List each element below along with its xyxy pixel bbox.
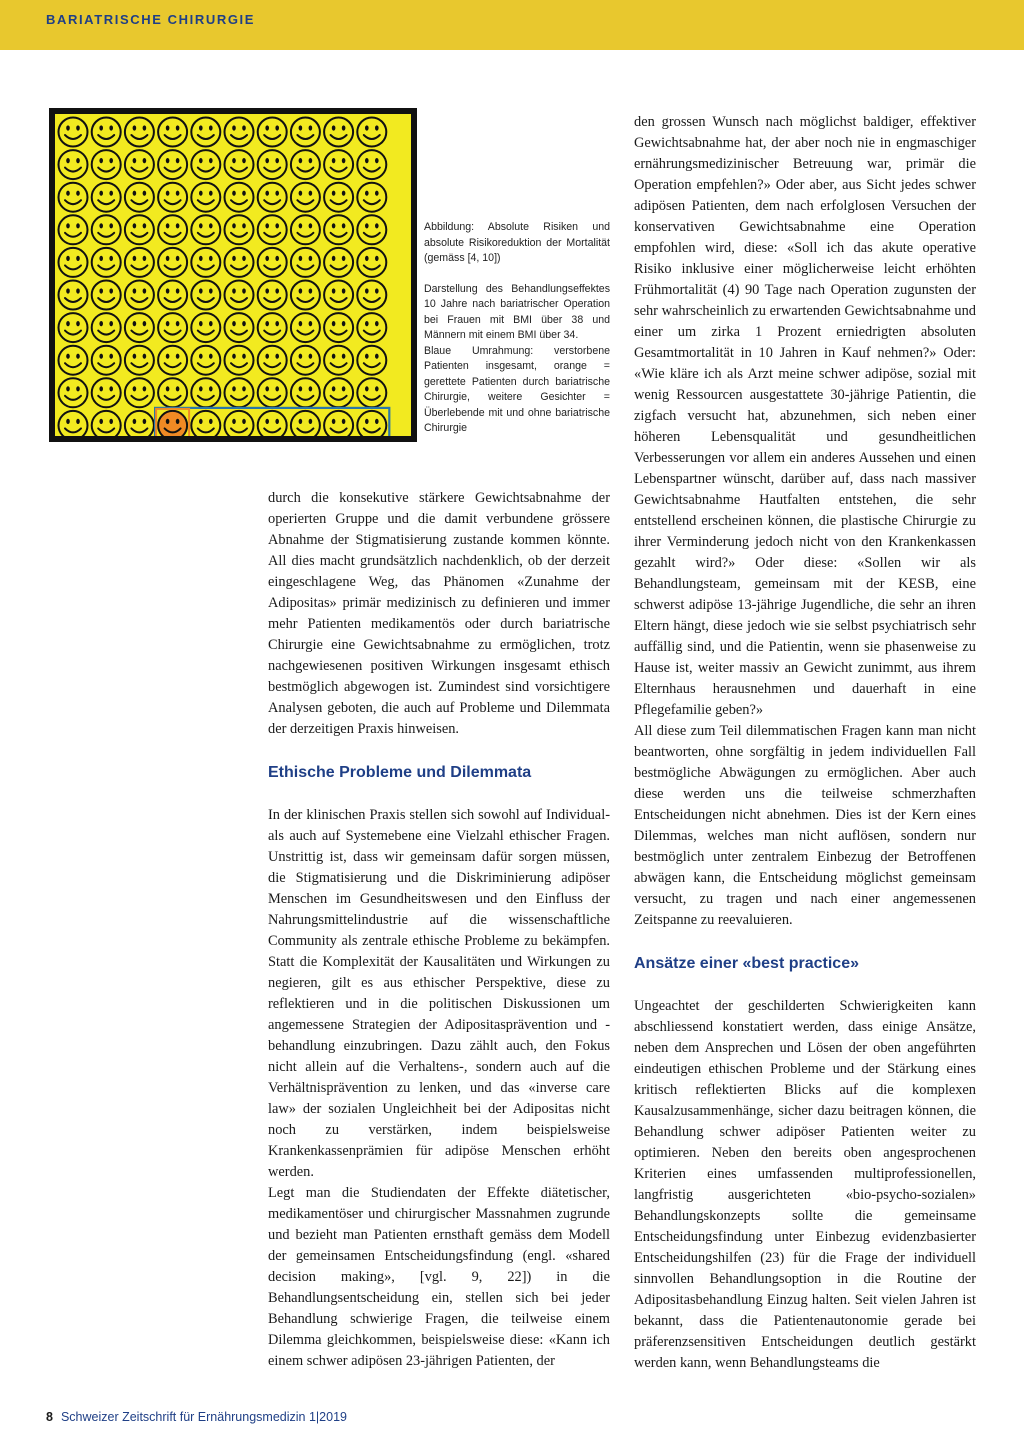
smiley-figure [49, 108, 417, 442]
smiley-face-icon [357, 281, 386, 310]
paragraph: All diese zum Teil dilemmatischen Fragen kann man nicht beantworten, ohne sorgfältig in jedem individuellen Fall bestmögliche Abwägungen zu ermöglichen. Aber auch diese werden uns die teilweise schmerzhaften Entscheidungen nicht abnehmen. Dies ist der Kern eines Dilemmas, welches man nicht auflösen, sondern nur bestmöglich unter zentralem Einbezug der Betroffenen abwägen kann, die Entscheidung möglichst gemeinsam versucht, zu tragen und nach einer angemessenen Zeitspanne zu reevaluieren. [634, 723, 976, 928]
smiley-face-icon [125, 346, 154, 375]
smiley-face-icon [291, 248, 320, 277]
paragraph: In der klinischen Praxis stellen sich sowohl auf Individual- als auch auf Systemebene eine Vielzahl ethischer Fragen. Unstrittig ist, dass wir gemeinsam dafür sorgen müssen, die Stigmatisierung und die Diskriminierung adipöser Menschen im Gesundheitswesen und den Einfluss der Nahrungsmittelindustrie auf die wissenschaftliche Community als zentrale ethische Probleme zu bekämpfen. Statt die Komplexität der Kausalitäten und Wirkungen zu negieren, gilt es aus ethischer Perspektive, diese zu reflektieren und in die politischen Diskussionen um angemessene Strategien der Adipositasprävention und -behandlung einzubringen. Dazu zählt auch, den Fokus nicht allein auf die Verhaltens-, sondern auch auf die Verhältnisprävention zu lenken, und das «inverse care law» der sozialen Ungleichheit bei der Adipositas nicht noch zu verstärken, indem beispielsweise Krankenkassenprämien für adipöse Menschen erhöht werden. [268, 807, 610, 1180]
smiley-face-icon [59, 313, 88, 342]
journal-name: Schweizer Zeitschrift für Ernährungsmedizin 1|2019 [60, 1410, 347, 1424]
smiley-face-icon [258, 346, 287, 375]
smiley-face-icon [324, 346, 353, 375]
smiley-face-icon [324, 411, 353, 436]
smiley-face-icon [225, 346, 254, 375]
column-right [634, 112, 976, 1374]
smiley-face-icon [291, 378, 320, 407]
smiley-face-icon [92, 183, 121, 212]
smiley-face-icon [92, 150, 121, 179]
smiley-grid [55, 114, 411, 436]
paragraph: Ungeachtet der geschilderten Schwierigkeiten kann abschliessend konstatiert werden, dass einige Ansätze, neben dem Ansprechen und Lösen der oben angeführten eindeutigen ethischen Probleme und der Stärkung eines kritisch reflektierten Blicks auf die komplexen Kausalzusammenhänge, sicher dazu beitragen können, die Behandlung schwer adipöser Patienten weiter zu optimieren. Neben den bereits oben angesprochenen Kriterien eines umfassenden multiprofessionellen, langfristig ausgerichteten «bio-psycho-sozialen» Behandlungskonzepts sollte die gemeinsame Entscheidungsfindung unter Einbezug evidenzbasierter Entscheidungshilfen (23) für die Frage der individuell sinnvollen Behandlungsoption in die Routine der Adipositasbehandlung Einzug halten. Seit vielen Jahren ist bekannt, dass die Patientenautonomie gerade bei präferenzsensitiven Entscheidungen deutlich gestärkt werden kann, wenn Behandlungsteams die [634, 998, 976, 1371]
smiley-face-icon [191, 248, 220, 277]
smiley-face-icon [357, 150, 386, 179]
smiley-face-icon [225, 215, 254, 244]
smiley-face-icon [191, 118, 220, 147]
smiley-face-icon [125, 118, 154, 147]
smiley-face-icon [125, 215, 154, 244]
smiley-face-icon [357, 215, 386, 244]
smiley-face-icon [191, 215, 220, 244]
column-left [268, 488, 610, 1372]
smiley-face-icon [125, 313, 154, 342]
smiley-face-icon [92, 281, 121, 310]
smiley-face-icon [59, 150, 88, 179]
smiley-face-icon [59, 215, 88, 244]
smiley-face-icon [225, 183, 254, 212]
smiley-face-icon [125, 248, 154, 277]
smiley-face-icon [125, 411, 154, 436]
smiley-face-icon [357, 313, 386, 342]
smiley-face-icon [291, 118, 320, 147]
smiley-face-icon [324, 150, 353, 179]
smiley-face-icon [225, 378, 254, 407]
smiley-face-icon [125, 150, 154, 179]
smiley-face-icon [191, 281, 220, 310]
smiley-face-icon [191, 411, 220, 436]
section-heading: Ansätze einer «best practice» [634, 955, 859, 972]
smiley-face-icon [191, 378, 220, 407]
figure-caption [424, 220, 610, 437]
smiley-face-icon [191, 150, 220, 179]
smiley-face-icon [92, 411, 121, 436]
smiley-face-icon [92, 378, 121, 407]
caption-legend: Blaue Umrahmung: verstorbene Patienten insgesamt, orange = gerettete Patienten durch bariatrische Chirurgie, weitere Gesichter = Überlebende mit und ohne bariatrische Chirurgie [424, 344, 610, 434]
smiley-face-icon [158, 150, 187, 179]
smiley-face-icon [357, 378, 386, 407]
smiley-face-icon [258, 378, 287, 407]
smiley-face-icon [92, 248, 121, 277]
smiley-face-icon [158, 118, 187, 147]
paragraph: den grossen Wunsch nach möglichst baldiger, effektiver Gewichtsabnahme hat, der aber noch nie in engmaschiger ernährungsmedizinischer Betreuung war, primär die Operation empfehlen?» Oder aber, aus Sicht jedes schwer adipösen Patienten, dem nach erfolglosen Versuchen der konservativen Gewichtsabnahme eine Operation empfohlen wird, diese: «Soll ich das akute operative Risiko inklusive einer möglicherweise leicht erhöhten Frühmortalität (4) 90 Tage nach Operation zugunsten der sehr wahrscheinlich zu erwartenden Gewichtsabnahme und einer um zirka 1 Prozent erniedrigten absoluten Gesamtmortalität in 10 Jahren in Kauf nehmen?» Oder: «Wie kläre ich als Arzt meine schwer adipöse, sozial mit wenig Ressourcen ausgestattete 30-jährige Patientin, die zigfach versucht hat, abzunehmen, sich neben einer höheren Lebensqualität und gesundheitlichen Verbesserungen vor allem ein anderes Aussehen und einen Lebenspartner wünscht, darüber auf, dass nach massiver Gewichtsabnahme Hautfalten entstehen, die sehr entstellend erscheinen können, die plastische Chirurgie zu ihrer Verminderung jedoch nicht von den Krankenkassen gezahlt wird?» Oder diese: «Sollen wir als Behandlungsteam, gemeinsam mit der KESB, eine schwerst adipöse 13-jährige Jugendliche, die sehr an ihren Eltern hängt, diese jedoch wie sie selbst psychiatrisch sehr auffällig sind, und die Patientin, wenn sie phasenweise zu Hause ist, weiter massiv an Gewicht zunimmt, aus ihrem Elternhaus herausnehmen und dauerhaft in eine Pflegefamilie geben?» [634, 114, 976, 718]
smiley-face-icon [158, 378, 187, 407]
smiley-face-icon [92, 346, 121, 375]
smiley-face-icon [324, 248, 353, 277]
smiley-face-icon [125, 281, 154, 310]
smiley-face-icon [225, 411, 254, 436]
smiley-face-icon [59, 346, 88, 375]
smiley-face-icon [225, 118, 254, 147]
smiley-face-icon [125, 378, 154, 407]
smiley-face-icon [225, 150, 254, 179]
smiley-face-icon [258, 281, 287, 310]
page-number: 8 [46, 1410, 53, 1424]
smiley-face-icon [191, 183, 220, 212]
smiley-face-icon [258, 411, 287, 436]
smiley-face-icon [92, 118, 121, 147]
smiley-face-icon [92, 215, 121, 244]
smiley-face-icon [225, 281, 254, 310]
smiley-face-icon [158, 313, 187, 342]
smiley-face-icon [225, 248, 254, 277]
smiley-face-icon [158, 183, 187, 212]
smiley-face-icon [357, 118, 386, 147]
smiley-face-icon [158, 281, 187, 310]
smiley-face-icon [291, 281, 320, 310]
smiley-face-icon [324, 313, 353, 342]
page-footer [46, 1410, 347, 1424]
paragraph: Legt man die Studiendaten der Effekte diätetischer, medikamentöser und chirurgischer Massnahmen zugrunde und bezieht man Patienten ernsthaft gemäss dem Modell der gemeinsamen Entscheidungsfindung (engl. «shared decision making», [vgl. 9, 22]) in die Behandlungsentscheidung ein, stellen sich bei jeder Behandlung schwierige Fragen, die teilweise einem Dilemma gleichkommen, beispielsweise diese: «Kann ich einem schwer adipösen 23-jährigen Patienten, der [268, 1185, 610, 1369]
smiley-face-icon [324, 118, 353, 147]
smiley-face-icon [291, 313, 320, 342]
caption-description: Darstellung des Behandlungseffektes 10 Jahre nach bariatrischer Operation bei Frauen mit BMI über 38 und Männern mit einem BMI über 34. [424, 282, 610, 341]
smiley-face-icon [291, 150, 320, 179]
smiley-face-icon [357, 183, 386, 212]
smiley-face-icon [59, 248, 88, 277]
smiley-face-icon [291, 183, 320, 212]
smiley-face-icon [258, 183, 287, 212]
smiley-face-icon [191, 313, 220, 342]
smiley-face-icon [258, 313, 287, 342]
smiley-face-icon [158, 346, 187, 375]
smiley-face-icon [291, 411, 320, 436]
smiley-face-icon [258, 150, 287, 179]
smiley-face-icon [258, 215, 287, 244]
smiley-face-icon [291, 346, 320, 375]
smiley-face-icon [258, 118, 287, 147]
smiley-face-icon [158, 248, 187, 277]
smiley-face-icon [59, 411, 88, 436]
paragraph: durch die konsekutive stärkere Gewichtsabnahme der operierten Gruppe und die damit verbundene grössere Abnahme der Stigmatisierung zustande kommen könnte. All dies macht grundsätzlich nachdenklich, ob der derzeit eingeschlagene Weg, das Phänomen «Zunahme der Adipositas» primär medizinisch zu definieren und immer mehr Patienten medikamentös oder durch bariatrische Chirurgie eine Gewichtsabnahme zu ermöglichen, trotz nachgewiesenen positiven Wirkungen insgesamt ethisch bestmöglich abgewogen ist. Zumindest sind vorsichtigere Analysen geboten, die auch auf Probleme und Dilemmata der derzeitigen Praxis hinweisen. [268, 490, 610, 737]
smiley-face-icon [357, 248, 386, 277]
smiley-face-icon [191, 346, 220, 375]
smiley-face-icon [324, 281, 353, 310]
caption-title: Abbildung: Absolute Risiken und absolute Risikoreduktion der Mortalität (gemäss [4, 10]) [424, 221, 610, 264]
smiley-face-icon [324, 183, 353, 212]
section-heading: Ethische Probleme und Dilemmata [268, 764, 532, 781]
section-title: BARIATRISCHE CHIRURGIE [46, 12, 256, 27]
smiley-face-icon [59, 118, 88, 147]
smiley-face-icon [357, 346, 386, 375]
smiley-face-icon [324, 378, 353, 407]
smiley-face-icon [324, 215, 353, 244]
smiley-face-icon [158, 215, 187, 244]
rescued-face-icon [158, 411, 187, 436]
smiley-face-icon [59, 281, 88, 310]
smiley-face-icon [59, 378, 88, 407]
smiley-grid-svg [55, 114, 411, 436]
smiley-face-icon [357, 411, 386, 436]
smiley-face-icon [225, 313, 254, 342]
smiley-face-icon [125, 183, 154, 212]
smiley-face-icon [59, 183, 88, 212]
smiley-face-icon [291, 215, 320, 244]
smiley-face-icon [258, 248, 287, 277]
smiley-face-icon [92, 313, 121, 342]
